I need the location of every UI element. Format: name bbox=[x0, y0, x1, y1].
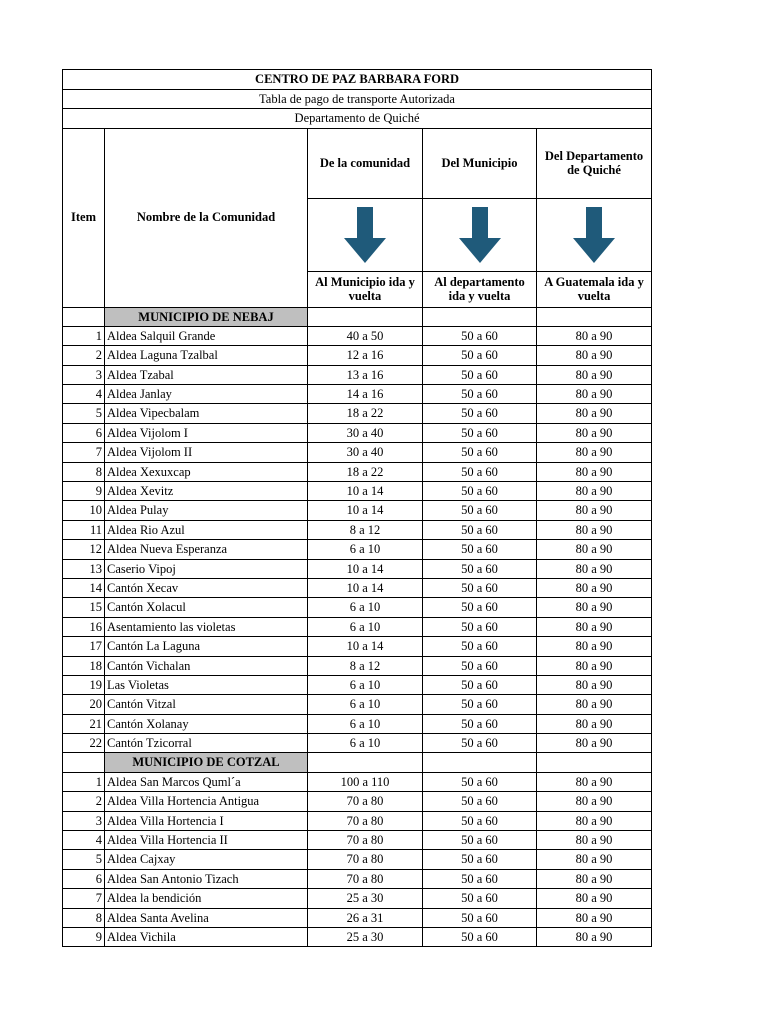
item-number: 5 bbox=[63, 404, 105, 423]
item-number: 18 bbox=[63, 656, 105, 675]
community-name: Aldea Vipecbalam bbox=[105, 404, 308, 423]
down-arrow-icon bbox=[457, 205, 503, 265]
fare-to-municipality: 30 a 40 bbox=[308, 443, 423, 462]
table-row bbox=[63, 695, 652, 714]
fare-to-guatemala: 80 a 90 bbox=[537, 695, 652, 714]
table-row bbox=[63, 928, 652, 947]
table-row bbox=[63, 792, 652, 811]
item-number: 5 bbox=[63, 850, 105, 869]
table-row bbox=[63, 908, 652, 927]
item-number: 12 bbox=[63, 540, 105, 559]
fare-to-guatemala: 80 a 90 bbox=[537, 734, 652, 753]
fare-to-department: 50 a 60 bbox=[423, 578, 537, 597]
fare-to-guatemala: 80 a 90 bbox=[537, 559, 652, 578]
item-number: 19 bbox=[63, 675, 105, 694]
community-name: Aldea Cajxay bbox=[105, 850, 308, 869]
fare-to-guatemala: 80 a 90 bbox=[537, 889, 652, 908]
department-label: Departamento de Quiché bbox=[63, 109, 652, 129]
table-row bbox=[63, 831, 652, 850]
community-name: Aldea la bendición bbox=[105, 889, 308, 908]
section-row bbox=[63, 753, 652, 772]
from-community-header: De la comunidad bbox=[308, 128, 423, 198]
fare-to-municipality: 70 a 80 bbox=[308, 831, 423, 850]
table-row bbox=[63, 598, 652, 617]
table-row bbox=[63, 850, 652, 869]
fare-to-department: 50 a 60 bbox=[423, 637, 537, 656]
fare-to-department: 50 a 60 bbox=[423, 385, 537, 404]
community-name-header: Nombre de la Comunidad bbox=[105, 128, 308, 307]
fare-to-municipality: 6 a 10 bbox=[308, 675, 423, 694]
fare-to-department: 50 a 60 bbox=[423, 326, 537, 345]
fare-to-guatemala: 80 a 90 bbox=[537, 482, 652, 501]
fare-to-municipality: 10 a 14 bbox=[308, 559, 423, 578]
fare-to-municipality: 18 a 22 bbox=[308, 404, 423, 423]
fare-to-department: 50 a 60 bbox=[423, 928, 537, 947]
table-row bbox=[63, 656, 652, 675]
item-number: 21 bbox=[63, 714, 105, 733]
fare-to-municipality: 6 a 10 bbox=[308, 617, 423, 636]
item-number: 1 bbox=[63, 326, 105, 345]
table-row bbox=[63, 889, 652, 908]
community-name: Aldea Vichila bbox=[105, 928, 308, 947]
table-row bbox=[63, 637, 652, 656]
community-name: Cantón Xolacul bbox=[105, 598, 308, 617]
to-municipality-header: Al Municipio ida y vuelta bbox=[308, 271, 423, 307]
fare-to-department: 50 a 60 bbox=[423, 443, 537, 462]
transport-payment-table bbox=[62, 69, 652, 947]
item-number: 13 bbox=[63, 559, 105, 578]
fare-to-department: 50 a 60 bbox=[423, 850, 537, 869]
fare-to-municipality: 18 a 22 bbox=[308, 462, 423, 481]
table-row bbox=[63, 811, 652, 830]
table-row bbox=[63, 501, 652, 520]
down-arrow-icon bbox=[342, 205, 388, 265]
community-name: Aldea Janlay bbox=[105, 385, 308, 404]
fare-to-municipality: 100 a 110 bbox=[308, 772, 423, 791]
fare-to-department: 50 a 60 bbox=[423, 346, 537, 365]
item-number: 22 bbox=[63, 734, 105, 753]
fare-to-guatemala: 80 a 90 bbox=[537, 656, 652, 675]
fare-to-department: 50 a 60 bbox=[423, 869, 537, 888]
community-name: Aldea Tzabal bbox=[105, 365, 308, 384]
community-name: Caserio Vipoj bbox=[105, 559, 308, 578]
fare-to-department: 50 a 60 bbox=[423, 675, 537, 694]
item-number: 7 bbox=[63, 889, 105, 908]
department-row bbox=[63, 109, 652, 129]
fare-to-municipality: 6 a 10 bbox=[308, 695, 423, 714]
fare-to-department: 50 a 60 bbox=[423, 423, 537, 442]
fare-to-guatemala: 80 a 90 bbox=[537, 385, 652, 404]
item-number: 8 bbox=[63, 462, 105, 481]
item-number: 6 bbox=[63, 869, 105, 888]
item-number: 2 bbox=[63, 346, 105, 365]
table-row bbox=[63, 714, 652, 733]
fare-to-guatemala: 80 a 90 bbox=[537, 443, 652, 462]
fare-to-department: 50 a 60 bbox=[423, 482, 537, 501]
document-subtitle: Tabla de pago de transporte Autorizada bbox=[63, 89, 652, 109]
fare-to-municipality: 10 a 14 bbox=[308, 637, 423, 656]
community-name: Aldea San Marcos Quml´a bbox=[105, 772, 308, 791]
community-name: Asentamiento las violetas bbox=[105, 617, 308, 636]
section-title: MUNICIPIO DE NEBAJ bbox=[105, 307, 308, 326]
community-name: Aldea Rio Azul bbox=[105, 520, 308, 539]
community-name: Aldea Pulay bbox=[105, 501, 308, 520]
fare-to-municipality: 40 a 50 bbox=[308, 326, 423, 345]
community-name: Cantón La Laguna bbox=[105, 637, 308, 656]
fare-to-municipality: 30 a 40 bbox=[308, 423, 423, 442]
fare-to-municipality: 10 a 14 bbox=[308, 482, 423, 501]
fare-to-guatemala: 80 a 90 bbox=[537, 811, 652, 830]
table-row bbox=[63, 578, 652, 597]
fare-to-municipality: 8 a 12 bbox=[308, 520, 423, 539]
to-department-header: Al departamento ida y vuelta bbox=[423, 271, 537, 307]
fare-to-guatemala: 80 a 90 bbox=[537, 772, 652, 791]
community-name: Aldea Vijolom I bbox=[105, 423, 308, 442]
fare-to-guatemala: 80 a 90 bbox=[537, 637, 652, 656]
fare-to-municipality: 6 a 10 bbox=[308, 540, 423, 559]
item-number: 4 bbox=[63, 831, 105, 850]
table-row bbox=[63, 404, 652, 423]
fare-to-guatemala: 80 a 90 bbox=[537, 540, 652, 559]
to-guatemala-header: A Guatemala ida y vuelta bbox=[537, 271, 652, 307]
fare-to-guatemala: 80 a 90 bbox=[537, 404, 652, 423]
table-row bbox=[63, 559, 652, 578]
section-title: MUNICIPIO DE COTZAL bbox=[105, 753, 308, 772]
table-row bbox=[63, 326, 652, 345]
fare-to-department: 50 a 60 bbox=[423, 462, 537, 481]
item-header: Item bbox=[63, 128, 105, 307]
fare-to-guatemala: 80 a 90 bbox=[537, 792, 652, 811]
fare-to-department: 50 a 60 bbox=[423, 889, 537, 908]
table-row bbox=[63, 675, 652, 694]
fare-to-department: 50 a 60 bbox=[423, 908, 537, 927]
fare-to-guatemala: 80 a 90 bbox=[537, 675, 652, 694]
fare-to-municipality: 10 a 14 bbox=[308, 578, 423, 597]
fare-to-guatemala: 80 a 90 bbox=[537, 365, 652, 384]
fare-to-department: 50 a 60 bbox=[423, 656, 537, 675]
item-number: 3 bbox=[63, 811, 105, 830]
fare-to-guatemala: 80 a 90 bbox=[537, 346, 652, 365]
item-number: 14 bbox=[63, 578, 105, 597]
community-name: Aldea Villa Hortencia II bbox=[105, 831, 308, 850]
fare-to-guatemala: 80 a 90 bbox=[537, 850, 652, 869]
community-name: Aldea Villa Hortencia Antigua bbox=[105, 792, 308, 811]
fare-to-department: 50 a 60 bbox=[423, 365, 537, 384]
item-number: 7 bbox=[63, 443, 105, 462]
item-number: 10 bbox=[63, 501, 105, 520]
item-number: 9 bbox=[63, 928, 105, 947]
table-row bbox=[63, 869, 652, 888]
fare-to-guatemala: 80 a 90 bbox=[537, 928, 652, 947]
fare-to-guatemala: 80 a 90 bbox=[537, 598, 652, 617]
fare-to-municipality: 70 a 80 bbox=[308, 811, 423, 830]
item-number: 9 bbox=[63, 482, 105, 501]
fare-to-guatemala: 80 a 90 bbox=[537, 831, 652, 850]
document-title: CENTRO DE PAZ BARBARA FORD bbox=[63, 70, 652, 90]
fare-to-municipality: 6 a 10 bbox=[308, 734, 423, 753]
fare-to-department: 50 a 60 bbox=[423, 559, 537, 578]
item-number: 3 bbox=[63, 365, 105, 384]
community-name: Aldea Santa Avelina bbox=[105, 908, 308, 927]
fare-to-municipality: 14 a 16 bbox=[308, 385, 423, 404]
community-name: Aldea Vijolom II bbox=[105, 443, 308, 462]
community-name: Aldea San Antonio Tizach bbox=[105, 869, 308, 888]
fare-to-department: 50 a 60 bbox=[423, 695, 537, 714]
fare-to-guatemala: 80 a 90 bbox=[537, 869, 652, 888]
community-name: Aldea Villa Hortencia I bbox=[105, 811, 308, 830]
table-row bbox=[63, 540, 652, 559]
table-row bbox=[63, 423, 652, 442]
item-number: 17 bbox=[63, 637, 105, 656]
down-arrow-icon bbox=[571, 205, 617, 265]
fare-to-department: 50 a 60 bbox=[423, 714, 537, 733]
fare-to-department: 50 a 60 bbox=[423, 617, 537, 636]
community-name: Cantón Vitzal bbox=[105, 695, 308, 714]
fare-to-department: 50 a 60 bbox=[423, 811, 537, 830]
fare-to-guatemala: 80 a 90 bbox=[537, 520, 652, 539]
fare-to-municipality: 25 a 30 bbox=[308, 889, 423, 908]
fare-to-department: 50 a 60 bbox=[423, 792, 537, 811]
table-row bbox=[63, 617, 652, 636]
table-row bbox=[63, 772, 652, 791]
item-number: 11 bbox=[63, 520, 105, 539]
community-name: Cantón Vichalan bbox=[105, 656, 308, 675]
community-name: Aldea Nueva Esperanza bbox=[105, 540, 308, 559]
table-row bbox=[63, 385, 652, 404]
table-row bbox=[63, 482, 652, 501]
community-name: Cantón Tzicorral bbox=[105, 734, 308, 753]
fare-to-municipality: 70 a 80 bbox=[308, 792, 423, 811]
fare-to-department: 50 a 60 bbox=[423, 540, 537, 559]
fare-to-guatemala: 80 a 90 bbox=[537, 908, 652, 927]
table-row bbox=[63, 520, 652, 539]
from-municipality-header: Del Municipio bbox=[423, 128, 537, 198]
community-name: Las Violetas bbox=[105, 675, 308, 694]
table-row bbox=[63, 346, 652, 365]
item-number: 20 bbox=[63, 695, 105, 714]
fare-to-municipality: 70 a 80 bbox=[308, 869, 423, 888]
section-row bbox=[63, 307, 652, 326]
table-row bbox=[63, 443, 652, 462]
fare-to-municipality: 13 a 16 bbox=[308, 365, 423, 384]
community-name: Aldea Laguna Tzalbal bbox=[105, 346, 308, 365]
fare-to-municipality: 25 a 30 bbox=[308, 928, 423, 947]
community-name: Cantón Xecav bbox=[105, 578, 308, 597]
from-department-header: Del Departamento de Quiché bbox=[537, 128, 652, 198]
header-row-top bbox=[63, 128, 652, 198]
fare-to-municipality: 8 a 12 bbox=[308, 656, 423, 675]
item-number: 16 bbox=[63, 617, 105, 636]
item-number: 6 bbox=[63, 423, 105, 442]
community-name: Aldea Salquil Grande bbox=[105, 326, 308, 345]
item-number: 8 bbox=[63, 908, 105, 927]
fare-to-guatemala: 80 a 90 bbox=[537, 578, 652, 597]
community-name: Aldea Xexuxcap bbox=[105, 462, 308, 481]
fare-to-guatemala: 80 a 90 bbox=[537, 501, 652, 520]
fare-to-department: 50 a 60 bbox=[423, 734, 537, 753]
fare-to-guatemala: 80 a 90 bbox=[537, 423, 652, 442]
fare-to-municipality: 12 a 16 bbox=[308, 346, 423, 365]
fare-to-guatemala: 80 a 90 bbox=[537, 326, 652, 345]
fare-to-department: 50 a 60 bbox=[423, 772, 537, 791]
table-row bbox=[63, 734, 652, 753]
fare-to-municipality: 70 a 80 bbox=[308, 850, 423, 869]
community-name: Aldea Xevitz bbox=[105, 482, 308, 501]
fare-to-municipality: 6 a 10 bbox=[308, 714, 423, 733]
table-row bbox=[63, 462, 652, 481]
table-row bbox=[63, 365, 652, 384]
subtitle-row bbox=[63, 89, 652, 109]
item-number: 1 bbox=[63, 772, 105, 791]
item-number: 2 bbox=[63, 792, 105, 811]
fare-to-department: 50 a 60 bbox=[423, 831, 537, 850]
item-number: 15 bbox=[63, 598, 105, 617]
fare-to-department: 50 a 60 bbox=[423, 598, 537, 617]
fare-to-municipality: 10 a 14 bbox=[308, 501, 423, 520]
fare-to-municipality: 6 a 10 bbox=[308, 598, 423, 617]
fare-to-department: 50 a 60 bbox=[423, 520, 537, 539]
fare-to-department: 50 a 60 bbox=[423, 404, 537, 423]
title-row bbox=[63, 70, 652, 90]
fare-to-guatemala: 80 a 90 bbox=[537, 617, 652, 636]
fare-to-department: 50 a 60 bbox=[423, 501, 537, 520]
fare-to-guatemala: 80 a 90 bbox=[537, 714, 652, 733]
fare-to-guatemala: 80 a 90 bbox=[537, 462, 652, 481]
community-name: Cantón Xolanay bbox=[105, 714, 308, 733]
item-number: 4 bbox=[63, 385, 105, 404]
fare-to-municipality: 26 a 31 bbox=[308, 908, 423, 927]
